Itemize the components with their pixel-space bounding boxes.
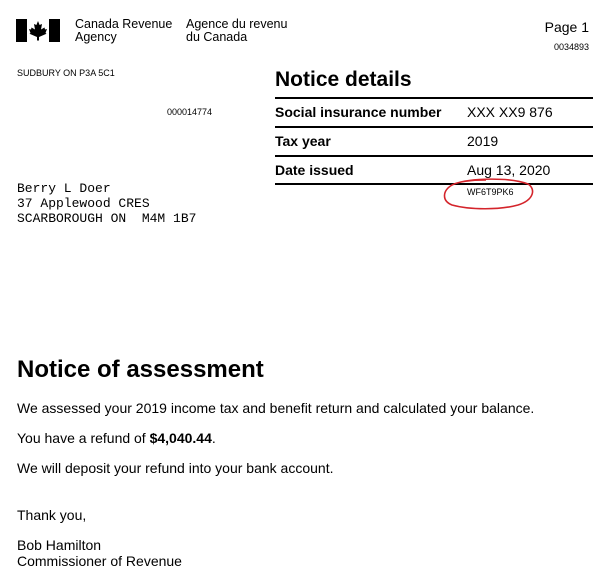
agency-fr-line2: du Canada bbox=[186, 30, 248, 44]
agency-name-en bbox=[75, 18, 172, 44]
document-code: 0034893 bbox=[553, 42, 589, 52]
reference-number: 000014774 bbox=[167, 107, 213, 117]
detail-row-tax-year bbox=[275, 126, 593, 154]
detail-row-sin bbox=[275, 97, 593, 125]
refund-amount: $4,040.44 bbox=[149, 430, 212, 446]
agency-fr-line1: Agence du revenu bbox=[186, 17, 288, 31]
notice-details-title: Notice details bbox=[275, 68, 412, 91]
recipient-city: SCARBOROUGH ON M4M 1B7 bbox=[17, 211, 197, 226]
tax-office-address: SUDBURY ON P3A 5C1 bbox=[17, 68, 115, 78]
canada-flag-icon bbox=[16, 19, 60, 42]
closing-line: Thank you, bbox=[17, 507, 87, 523]
page-number: Page 1 bbox=[544, 19, 589, 35]
refund-line bbox=[17, 430, 216, 446]
signer-title: Commissioner of Revenue bbox=[17, 553, 182, 569]
notice-of-assessment-title: Notice of assessment bbox=[17, 356, 264, 383]
recipient-address bbox=[17, 181, 196, 226]
assessment-line: We assessed your 2019 income tax and benefit return and calculated your balance. bbox=[17, 400, 535, 416]
detail-value: Aug 13, 2020 bbox=[467, 162, 551, 178]
notice-code: WF6T9PK6 bbox=[467, 187, 514, 197]
signer-name: Bob Hamilton bbox=[17, 537, 102, 553]
agency-name-fr bbox=[186, 18, 287, 44]
detail-label: Social insurance number bbox=[275, 104, 442, 120]
agency-en-line2: Agency bbox=[75, 30, 117, 44]
signature-block bbox=[17, 537, 182, 569]
detail-row-date-issued bbox=[275, 155, 593, 183]
refund-suffix: . bbox=[211, 430, 216, 446]
deposit-line: We will deposit your refund into your bank account. bbox=[17, 460, 334, 476]
agency-en-line1: Canada Revenue bbox=[75, 17, 173, 31]
red-circle-annotation bbox=[440, 176, 536, 210]
detail-value: 2019 bbox=[467, 133, 499, 149]
detail-value: XXX XX9 876 bbox=[467, 104, 553, 120]
refund-prefix: You have a refund of bbox=[17, 430, 150, 446]
detail-label: Tax year bbox=[275, 133, 331, 149]
recipient-name: Berry L Doer bbox=[17, 181, 111, 196]
detail-label: Date issued bbox=[275, 162, 354, 178]
details-bottom-rule bbox=[275, 183, 593, 185]
recipient-street: 37 Applewood CRES bbox=[17, 196, 150, 211]
